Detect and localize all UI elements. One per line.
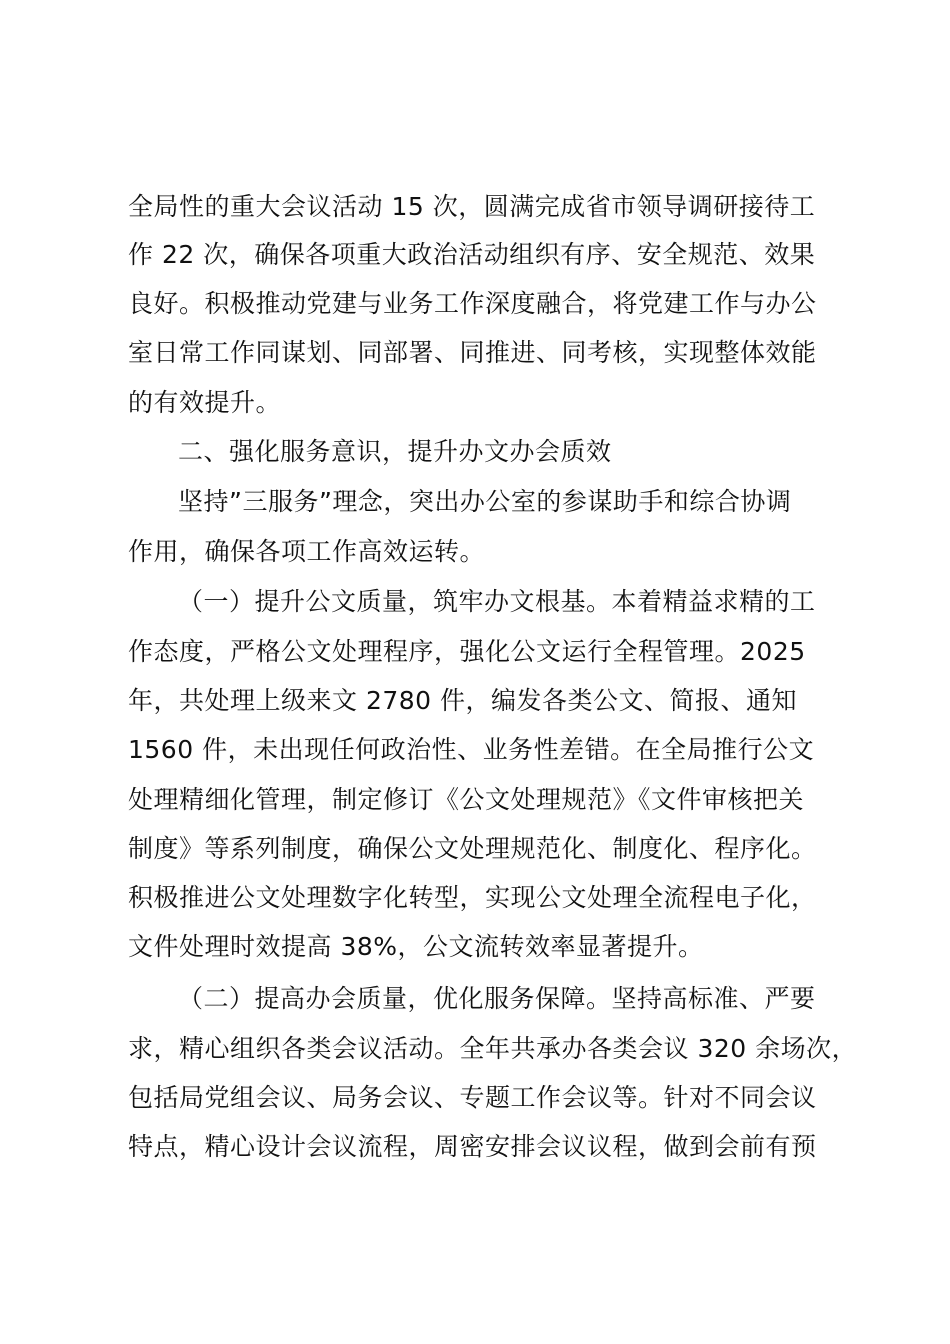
body-text-line: 文件处理时效提高 38%，公文流转效率显著提升。 — [128, 932, 704, 961]
body-text-line: 的有效提升。 — [128, 388, 282, 417]
subsection-paragraph-start: （一）提升公文质量，筑牢办文根基。本着精益求精的工 — [178, 587, 816, 616]
subsection-paragraph-start: （二）提高办会质量，优化服务保障。坚持高标准、严要 — [178, 984, 816, 1013]
body-text-line: 积极推进公文处理数字化转型，实现公文处理全流程电子化， — [128, 883, 817, 912]
body-text-line: 室日常工作同谋划、同部署、同推进、同考核，实现整体效能 — [128, 338, 817, 367]
body-text-line: 年，共处理上级来文 2780 件，编发各类公文、简报、通知 — [128, 686, 798, 715]
body-text-line: 特点，精心设计会议流程，周密安排会议议程，做到会前有预 — [128, 1132, 817, 1161]
body-text-line: 作 22 次，确保各项重大政治活动组织有序、安全规范、效果 — [128, 240, 816, 269]
body-text-line: 处理精细化管理，制定修订《公文处理规范》《文件审核把关 — [128, 785, 805, 814]
body-text-line: 作用，确保各项工作高效运转。 — [128, 537, 486, 566]
body-text-line: 制度》等系列制度，确保公文处理规范化、制度化、程序化。 — [128, 834, 817, 863]
body-text-line: 坚持”三服务”理念，突出办公室的参谋助手和综合协调 — [178, 487, 792, 516]
body-text-line: 包括局党组会议、局务会议、专题工作会议等。针对不同会议 — [128, 1083, 817, 1112]
body-text-line: 作态度，严格公文处理程序，强化公文运行全程管理。2025 — [128, 637, 806, 666]
section-heading: 二、强化服务意识，提升办文办会质效 — [178, 437, 612, 466]
body-text-line: 1560 件，未出现任何政治性、业务性差错。在全局推行公文 — [128, 735, 815, 764]
body-text-line: 全局性的重大会议活动 15 次，圆满完成省市领导调研接待工 — [128, 192, 816, 221]
body-text-line: 良好。积极推动党建与业务工作深度融合，将党建工作与办公 — [128, 289, 817, 318]
body-text-line: 求，精心组织各类会议活动。全年共承办各类会议 320 余场次， — [128, 1034, 858, 1063]
